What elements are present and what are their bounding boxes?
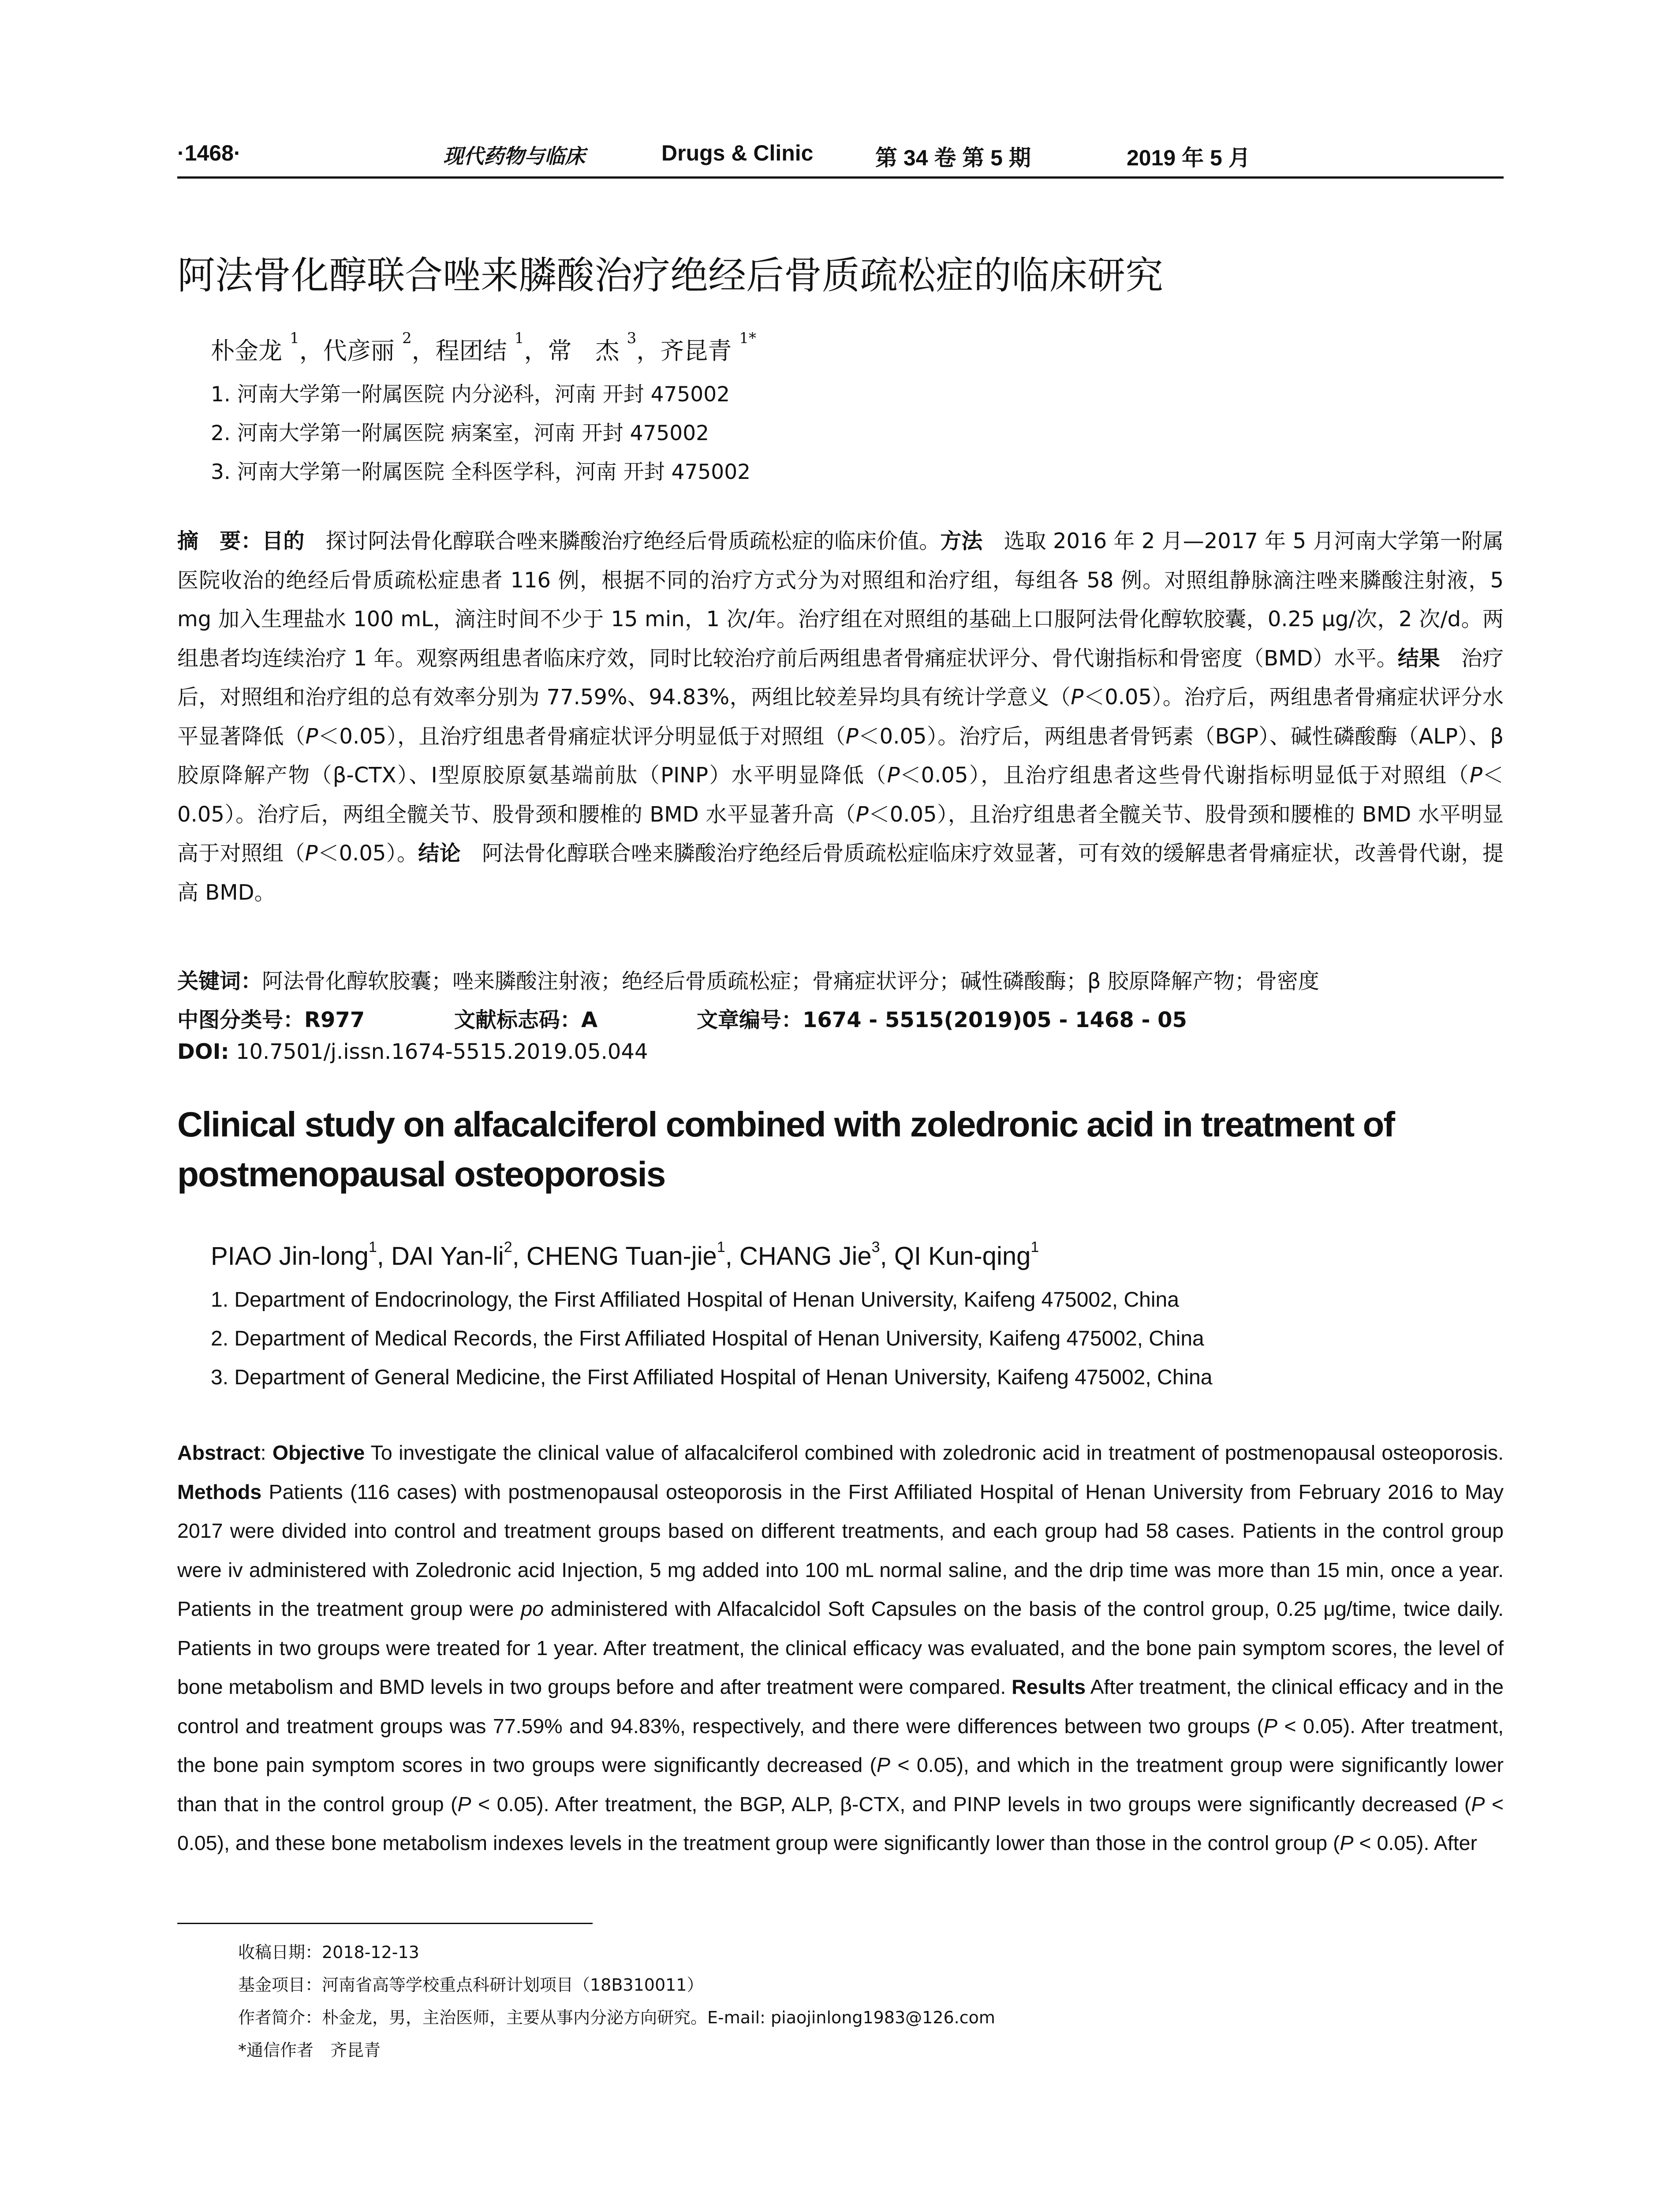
author-affiliation-mark: 3 — [627, 329, 637, 347]
methods-text: Patients (116 cases) with postmenopausal osteoporosis in the First Affiliated Hospital of Henan University from February 2016 to May 2017 were divided into control and treatment groups based on different treatments, and each group had 58 cases. Patients in the control group were iv administered with Zoledronic acid Injection, 5 mg added into 100 mL normal saline, and the drip time was more than 15 min, once a year. Patients in the treatment group were — [177, 1480, 1504, 1620]
results-text: < 0.05), and which in the treatment group were significantly lower than that in the control group ( — [177, 1753, 1504, 1816]
results-text: ＜0.05），且治疗组患者骨痛症状评分明显低于对照组（ — [318, 724, 846, 749]
author-separator: , — [725, 1242, 739, 1271]
author-separator: , — [512, 1242, 526, 1271]
keywords-label: 关键词： — [177, 969, 262, 994]
abstract-en — [177, 1433, 1504, 1863]
objective-text: To investigate the clinical value of alfacalciferol combined with zoledronic acid in treatment of postmenopausal osteoporosis. — [365, 1441, 1504, 1464]
article-title-en: postmenopausal osteoporosis — [177, 1155, 665, 1194]
volume-issue: 第 34 卷 第 5 期 — [875, 146, 1031, 170]
doi-value: 10.7501/j.issn.1674-5515.2019.05.044 — [229, 1039, 648, 1064]
keywords-text: 阿法骨化醇软胶囊；唑来膦酸注射液；绝经后骨质疏松症；骨痛症状评分；碱性磷酸酶；β 胶原降解产物；骨密度 — [262, 969, 1319, 994]
conclusion-text: 阿法骨化醇联合唑来膦酸治疗绝经后骨质疏松症临床疗效显著，可有效的缓解患者骨痛症状，改善骨代谢，提高 BMD。 — [177, 841, 1504, 905]
author-cn: 朴金龙 — [211, 337, 282, 365]
article-number: 文章编号：1674 - 5515(2019)05 - 1468 - 05 — [697, 1008, 1187, 1032]
results-text: After treatment, the clinical efficacy and in the control and treatment groups was 77.59% and 94.83%, respectively, and there were differences between two groups ( — [177, 1675, 1504, 1738]
methods-label: 方法 — [940, 529, 983, 553]
author-cn: 常 杰 — [548, 337, 620, 365]
conclusion-label: 结论 — [418, 841, 461, 866]
doi-label: DOI: — [177, 1039, 229, 1064]
route-po: po — [521, 1597, 544, 1620]
journal-name-cn: 现代药物与临床 — [443, 144, 585, 168]
affiliation-cn: 1. 河南大学第一附属医院 内分泌科，河南 开封 475002 — [211, 382, 730, 407]
p-value-symbol: P — [1071, 685, 1084, 710]
results-text: ＜0.05）。 — [317, 841, 418, 866]
p-value-symbol: P — [887, 763, 900, 788]
results-label: Results — [1012, 1675, 1086, 1698]
results-text: ＜0.05）。治疗后，两组患者骨钙素（BGP）、碱性磷酸酶（ALP）、β 胶原降解产物（β-CTX）、Ⅰ型原胶原氨基端前肽（PINP）水平明显降低（ — [177, 724, 1504, 788]
article-title-cn: 阿法骨化醇联合唑来膦酸治疗绝经后骨质疏松症的临床研究 — [177, 254, 1163, 298]
author-affiliation-mark: 1 — [1030, 1239, 1039, 1256]
methods-text: 选取 2016 年 2 月—2017 年 5 月河南大学第一附属医院收治的绝经后骨质疏松症患者 116 例，根据不同的治疗方式分为对照组和治疗组，每组各 58 例。对照组静脉滴注唑来膦酸注射液，5 mg 加入生理盐水 100 mL，滴注时间不少于 15 min，1 次/年。治疗组在对照组的基础上口服阿法骨化醇软胶囊，0.25 μg/次，2 次/d。两组患者均连续治疗 1 年。观察两组患者临床疗效，同时比较治疗前后两组患者骨痛症状评分、骨代谢指标和骨密度（BMD）水平。 — [177, 529, 1504, 671]
p-value-symbol: P — [457, 1792, 471, 1816]
footnote-rule — [177, 1923, 593, 1924]
author-list-en — [211, 1241, 1039, 1271]
author-affiliation-mark: 1 — [717, 1239, 725, 1256]
results-text: ＜0.05）。治疗后，两组患者骨痛症状评分水平显著降低（ — [177, 685, 1504, 749]
methods-text: administered with Alfacalcidol Soft Capsules on the basis of the control group, 0.25 μg/time, twice daily. Patients in two groups were treated for 1 year. After treatment, the clinical efficacy was evaluated, and the bone pain symptom scores, the level of bone metabolism and BMD levels in two groups before and after treatment were compared. — [177, 1597, 1504, 1698]
results-text: < 0.05), and these bone metabolism indexes levels in the treatment group were significantly lower than those in the control group ( — [177, 1792, 1504, 1854]
document-code: 文献标志码：A — [454, 1008, 598, 1032]
results-text: < 0.05). After treatment, the bone pain symptom scores in two groups were significantly decreased ( — [177, 1714, 1504, 1776]
author-affiliation-mark: 3 — [871, 1239, 880, 1256]
author-list-cn: 朴金龙 $^1$，代彦丽 $^2$，程团结 $^1$，常 杰 $^3$，齐昆青 $^{1*}$ — [211, 329, 757, 365]
corresponding-author: *通信作者 齐昆青 — [238, 2041, 381, 2060]
author-affiliation-mark: 2 — [402, 329, 412, 347]
article-title-en: Clinical study on alfacalciferol combined with zoledronic acid in treatment of — [177, 1105, 1395, 1144]
keywords-cn — [177, 964, 1319, 994]
results-text: < 0.05). After — [1353, 1831, 1477, 1854]
affiliation-cn: 2. 河南大学第一附属医院 病案室，河南 开封 475002 — [211, 421, 709, 445]
author-en: DAI Yan-li — [391, 1242, 504, 1271]
p-value-symbol: P — [1263, 1714, 1277, 1738]
funding-note: 基金项目：河南省高等学校重点科研计划项目（18B310011） — [238, 1975, 704, 1995]
author-separator: , — [377, 1242, 391, 1271]
author-en: CHENG Tuan-jie — [526, 1242, 717, 1271]
results-text: ＜0.05）。治疗后，两组全髋关节、股骨颈和腰椎的 BMD 水平显著升高（ — [177, 763, 1504, 827]
author-en: PIAO Jin-long — [211, 1242, 369, 1271]
author-affiliation-mark: 1* — [739, 329, 757, 347]
p-value-symbol: P — [855, 802, 869, 827]
author-affiliation-mark: 1 — [514, 329, 524, 347]
affiliation-cn: 3. 河南大学第一附属医院 全科医学科，河南 开封 475002 — [211, 460, 751, 484]
clc-number: 中图分类号：R977 — [177, 1008, 365, 1032]
affiliation-en: 2. Department of Medical Records, the First Affiliated Hospital of Henan University, Kaifeng 475002, China — [211, 1327, 1204, 1350]
journal-name-en: Drugs & Clinic — [661, 141, 814, 165]
author-en: QI Kun-qing — [894, 1242, 1031, 1271]
author-bio: 作者简介：朴金龙，男，主治医师，主要从事内分泌方向研究。E-mail: piaojinlong1983@126.com — [238, 2008, 995, 2027]
results-text: ＜0.05），且治疗组患者这些骨代谢指标明显低于对照组（ — [900, 763, 1470, 788]
author-cn: 程团结 — [435, 337, 507, 365]
author-cn: 齐昆青 — [660, 337, 732, 365]
p-value-symbol: P — [1470, 763, 1482, 788]
results-text: ＜0.05），且治疗组患者全髋关节、股骨颈和腰椎的 BMD 水平明显高于对照组（ — [177, 802, 1504, 866]
header-rule — [177, 176, 1504, 179]
methods-label: Methods — [177, 1480, 262, 1503]
affiliation-en: 1. Department of Endocrinology, the First Affiliated Hospital of Henan University, Kaifeng 475002, China — [211, 1288, 1179, 1312]
issue-date: 2019 年 5 月 — [1127, 146, 1251, 170]
p-value-symbol: P — [1340, 1831, 1354, 1854]
abstract-cn — [177, 522, 1504, 912]
p-value-symbol: P — [305, 841, 318, 866]
page-number: ·1468· — [177, 141, 241, 165]
abstract-colon: : — [260, 1441, 273, 1464]
p-value-symbol: P — [877, 1753, 891, 1776]
author-affiliation-mark: 2 — [504, 1239, 512, 1256]
results-label: 结果 — [1397, 646, 1440, 671]
doi — [177, 1039, 648, 1064]
abstract-label: 摘 要： — [177, 529, 262, 553]
p-value-symbol: P — [845, 724, 859, 749]
p-value-symbol: P — [1471, 1792, 1485, 1816]
objective-label: 目的 — [262, 529, 305, 553]
p-value-symbol: P — [305, 724, 318, 749]
results-text: 治疗后，对照组和治疗组的总有效率分别为 77.59%、94.83%，两组比较差异均具有统计学意义（ — [177, 646, 1504, 710]
author-affiliation-mark: 1 — [368, 1239, 377, 1256]
results-text: < 0.05). After treatment, the BGP, ALP, β-CTX, and PINP levels in two groups were significantly decreased ( — [471, 1792, 1471, 1816]
received-date: 收稿日期：2018-12-13 — [238, 1943, 419, 1962]
author-cn: 代彦丽 — [323, 337, 395, 365]
author-en: CHANG Jie — [739, 1242, 872, 1271]
objective-label: Objective — [272, 1441, 365, 1464]
abstract-label: Abstract — [177, 1441, 261, 1464]
author-separator: , — [880, 1242, 894, 1271]
author-affiliation-mark: 1 — [290, 329, 299, 347]
objective-text: 探讨阿法骨化醇联合唑来膦酸治疗绝经后骨质疏松症的临床价值。 — [304, 529, 941, 553]
affiliation-en: 3. Department of General Medicine, the First Affiliated Hospital of Henan University, Kaifeng 475002, China — [211, 1366, 1213, 1389]
